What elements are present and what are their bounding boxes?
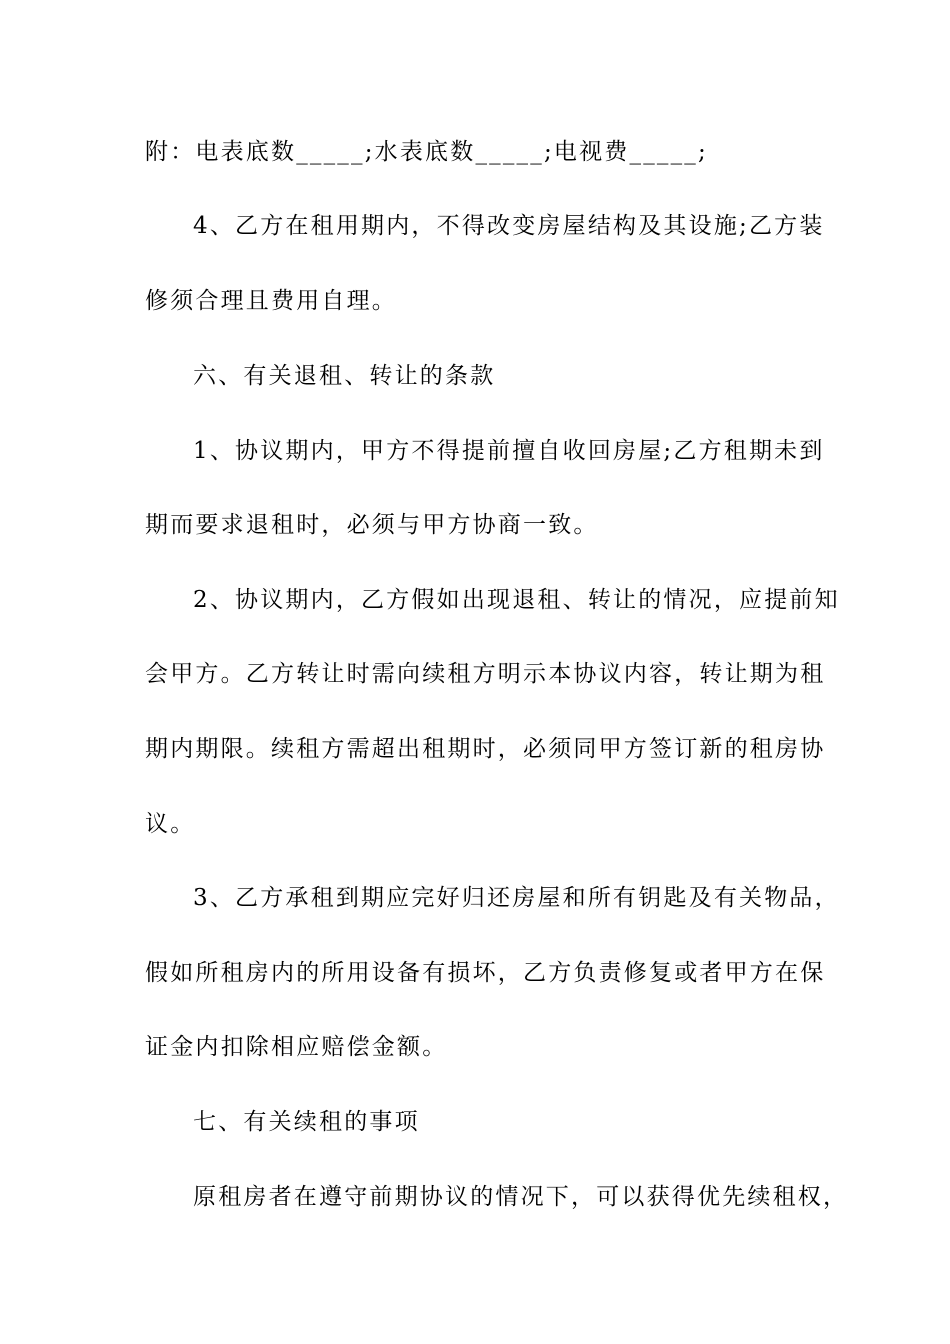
section-6-heading: 六、有关退租、转让的条款 xyxy=(193,363,496,389)
clause-6-2-line-3: 期内期限。续租方需超出租期时，必须同甲方签订新的租房协 xyxy=(145,736,826,762)
clause-6-3-line-2: 假如所租房内的所用设备有损坏，乙方负责修复或者甲方在保 xyxy=(145,960,826,986)
clause-6-2-line-2: 会甲方。乙方转让时需向续租方明示本协议内容，转让期为租 xyxy=(145,661,826,687)
clause-6-3-line-1: 3、乙方承租到期应完好归还房屋和所有钥匙及有关物品， xyxy=(193,885,840,911)
meter-readings-line: 附：电表底数_____;水表底数_____;电视费_____; xyxy=(145,139,708,165)
clause-6-3-line-3: 证金内扣除相应赔偿金额。 xyxy=(145,1034,448,1060)
section-7-heading: 七、有关续租的事项 xyxy=(193,1109,420,1135)
clause-6-2-line-1: 2、协议期内，乙方假如出现退租、转让的情况，应提前知 xyxy=(193,587,840,613)
clause-5-4-line-2: 修须合理且费用自理。 xyxy=(145,288,397,314)
clause-5-4-line-1: 4、乙方在租用期内，不得改变房屋结构及其设施;乙方装 xyxy=(193,213,825,239)
clause-6-1-line-1: 1、协议期内，甲方不得提前擅自收回房屋;乙方租期未到 xyxy=(193,438,825,464)
section-7-paragraph-line-1: 原租房者在遵守前期协议的情况下，可以获得优先续租权， xyxy=(193,1184,849,1210)
clause-6-2-line-4: 议。 xyxy=(145,811,196,837)
clause-6-1-line-2: 期而要求退租时，必须与甲方协商一致。 xyxy=(145,512,599,538)
